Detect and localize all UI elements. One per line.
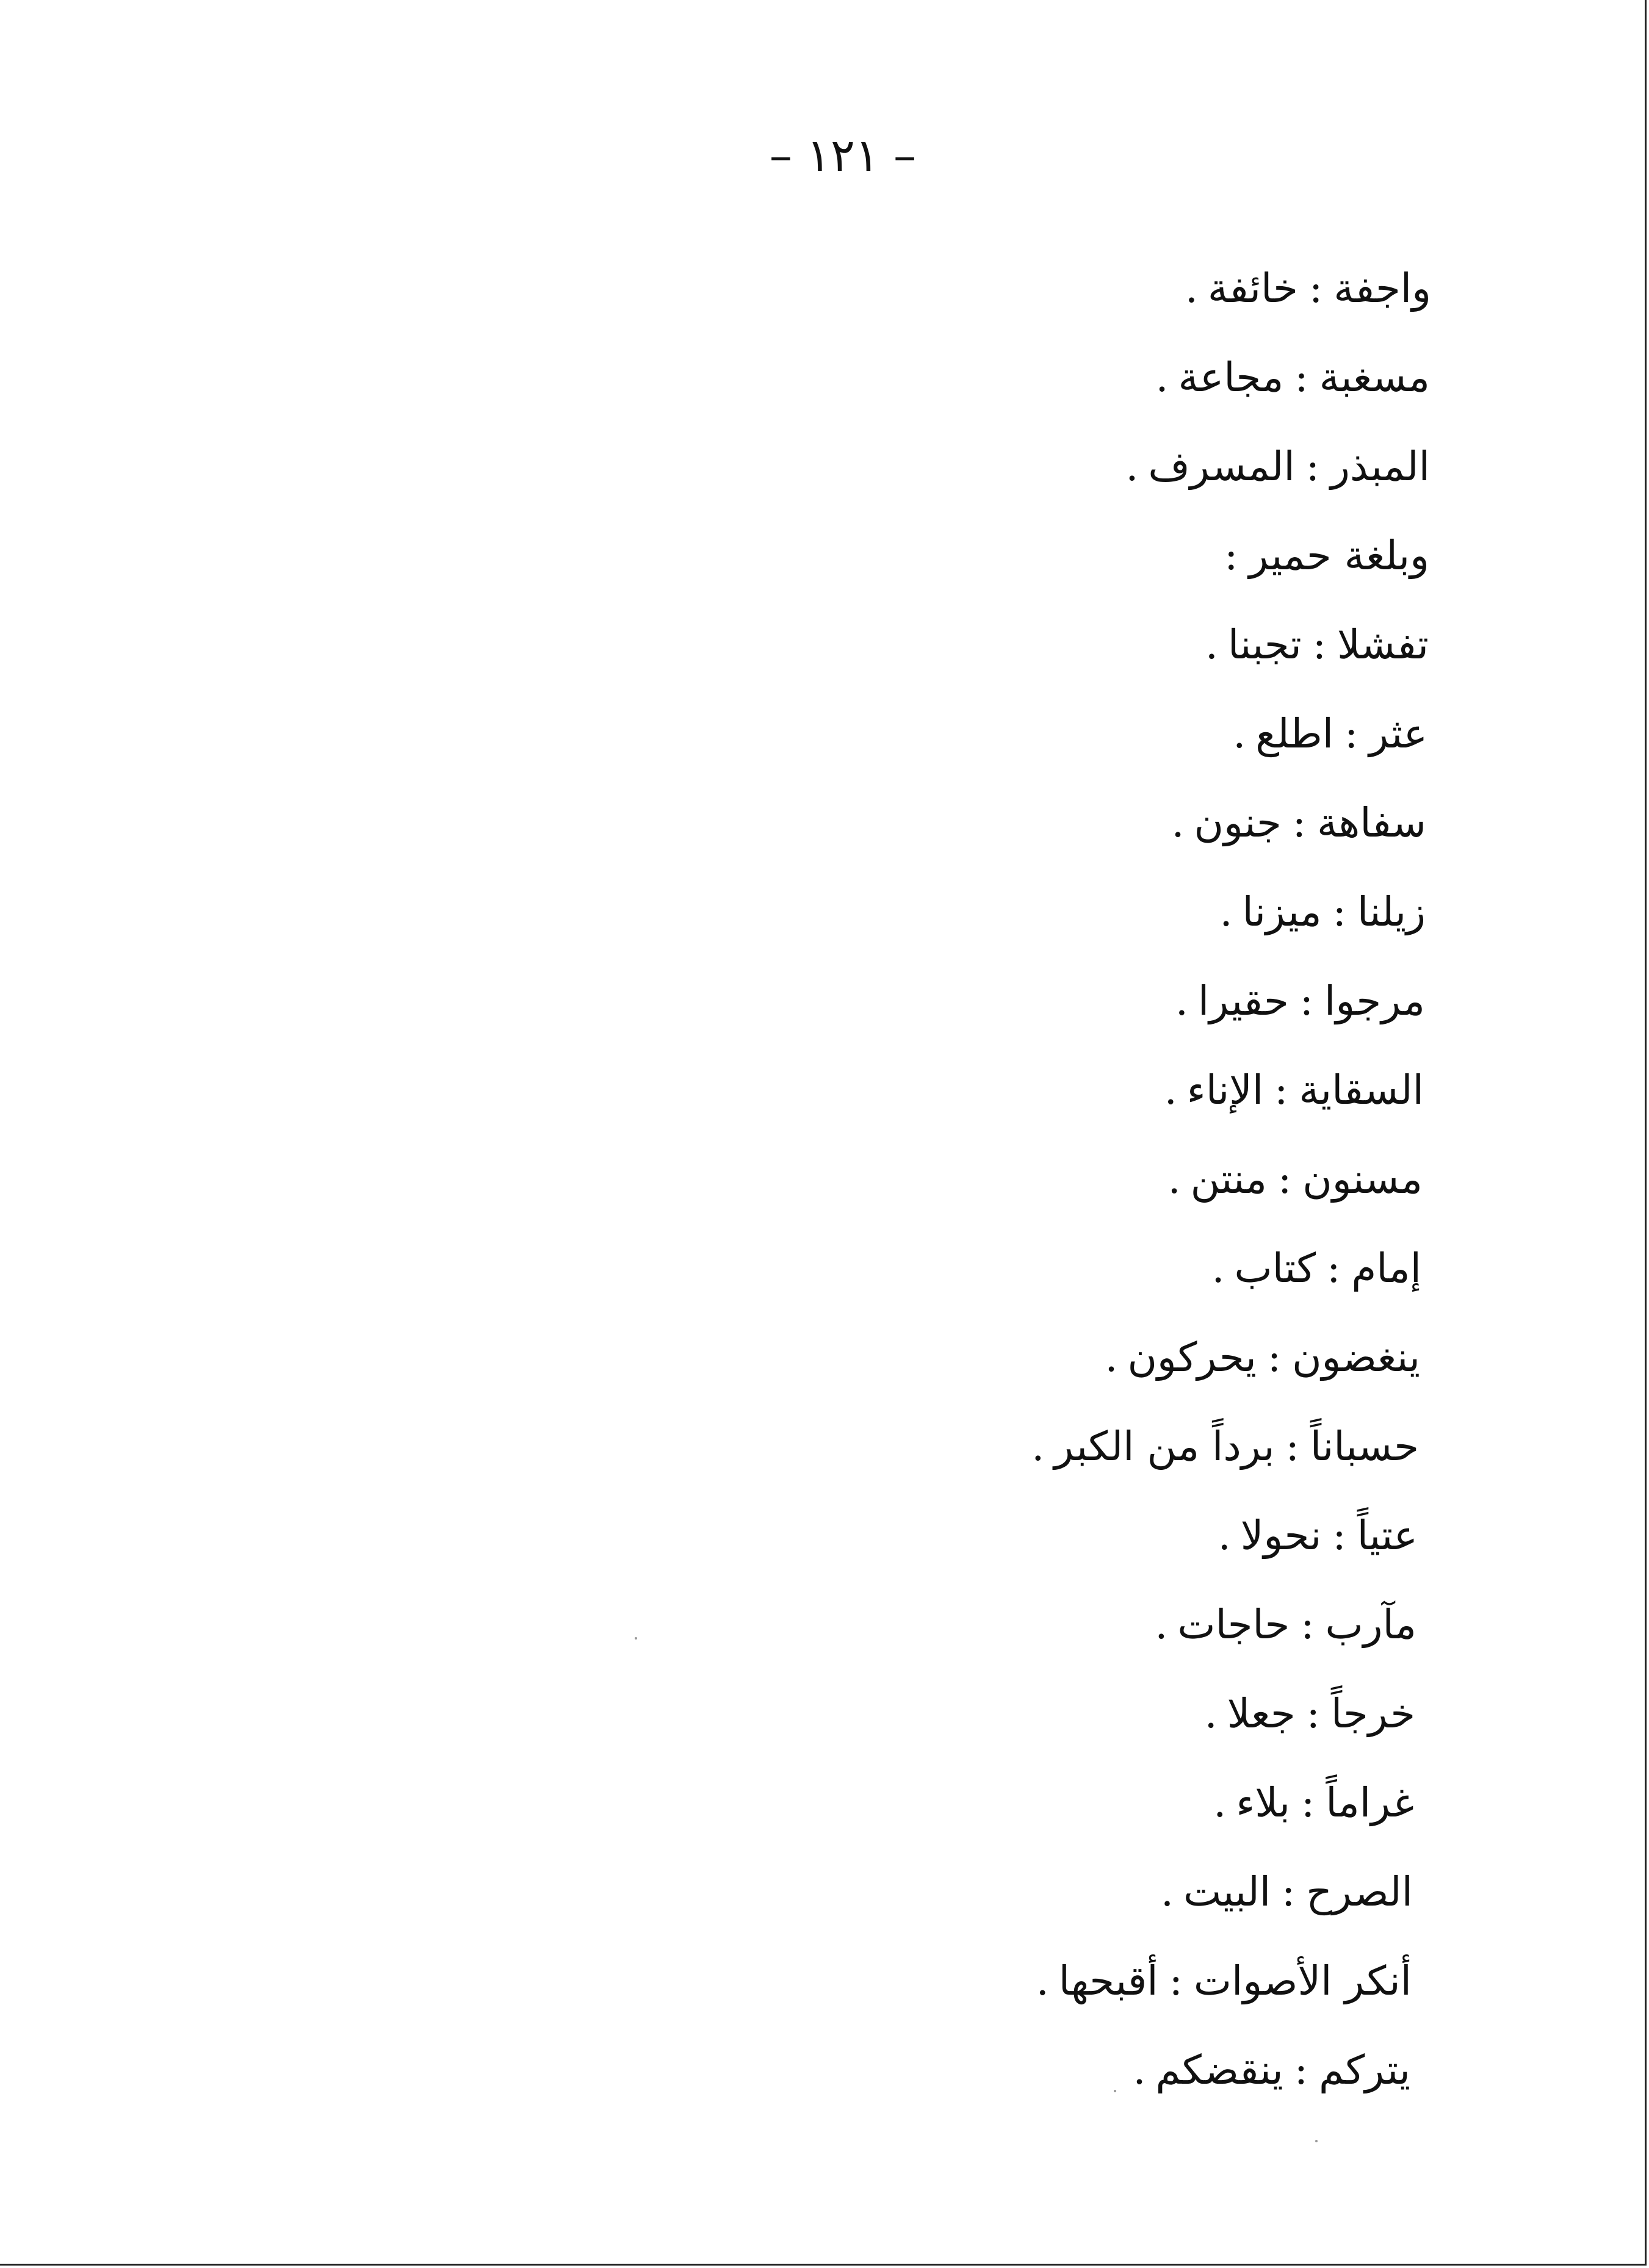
glossary-definition: خائفة [1207,265,1298,312]
glossary-term: مرجوا [1324,977,1425,1024]
glossary-entry [516,1413,1419,1502]
full-stop: . [1211,1245,1225,1292]
full-stop: . [1036,1957,1049,2004]
colon-separator: : [1169,1957,1183,2004]
glossary-definition: أقبحها [1058,1957,1158,2004]
glossary-term: السقاية [1299,1067,1424,1114]
glossary-entry [516,1502,1418,1591]
glossary-entry [516,1859,1413,1948]
full-stop: . [1205,621,1218,668]
glossary-definition: جعلا [1227,1690,1296,1737]
colon-separator: : [1301,1779,1315,1826]
full-stop: . [1155,354,1169,401]
full-stop: . [1175,977,1188,1024]
glossary-entry [516,1324,1420,1413]
glossary-entry [516,344,1430,433]
glossary-definition: يحركون [1127,1334,1257,1381]
colon-separator: : [1282,1868,1296,1915]
full-stop: . [1213,1779,1227,1826]
glossary-definition: كتاب [1234,1245,1316,1292]
glossary-definition: جنون [1194,799,1282,846]
full-stop [1203,532,1213,579]
glossary-entry [516,611,1429,700]
glossary-term: حسباناً [1310,1423,1419,1470]
glossary-entry [516,1591,1416,1680]
full-stop: . [1233,710,1246,757]
glossary-definition: تجبنا [1227,621,1302,668]
glossary-definition: بلاء [1236,1779,1291,1826]
colon-separator: : [1306,1690,1320,1737]
glossary-entry [516,522,1429,611]
colon-separator: : [1305,443,1319,490]
colon-separator: : [1285,1423,1299,1470]
glossary-term: واجفة [1333,265,1431,312]
glossary-definition: ميزنا [1242,888,1322,935]
scan-speck [1114,2090,1116,2092]
glossary-term: سفاهة [1317,799,1426,846]
full-stop: . [1185,265,1198,312]
colon-separator: : [1312,621,1326,668]
colon-separator: : [1267,1334,1282,1381]
glossary-entry [516,1057,1424,1146]
glossary-definition: حقيرا [1197,977,1289,1024]
glossary-term: مسنون [1302,1156,1423,1203]
colon-separator: : [1308,265,1323,312]
full-stop: . [1160,1868,1174,1915]
scan-speck [635,1637,637,1640]
colon-separator: : [1344,710,1359,757]
glossary-term: ينغضون [1292,1334,1420,1381]
glossary-entry [516,1146,1423,1235]
full-stop: . [1219,888,1233,935]
glossary-term: عتياً [1357,1512,1418,1559]
glossary-definition: منتن [1190,1156,1268,1203]
glossary-definition: حاجات [1177,1601,1290,1648]
glossary-entry [516,255,1431,344]
glossary-list [516,255,1431,2126]
full-stop: . [1204,1690,1218,1737]
glossary-definition: الإناء [1186,1067,1264,1114]
colon-separator: : [1292,799,1306,846]
glossary-entry [516,1235,1421,1324]
full-stop: . [1167,1156,1181,1203]
glossary-term: وبلغة حمير [1249,532,1429,579]
full-stop: . [1125,443,1139,490]
glossary-entry [516,433,1430,522]
glossary-definition: برداً من الكبر [1054,1423,1275,1470]
colon-separator: : [1274,1067,1288,1114]
page-number: – ١٢١ – [769,129,917,182]
glossary-entry [516,968,1425,1057]
glossary-term: عثر [1369,710,1427,757]
colon-separator: : [1278,1156,1292,1203]
glossary-definition: اطلع [1255,710,1334,757]
colon-separator: : [1294,2047,1308,2093]
glossary-entry [516,700,1427,790]
full-stop: . [1031,1423,1045,1470]
full-stop: . [1133,2047,1146,2093]
full-stop: . [1105,1334,1118,1381]
glossary-entry [516,1948,1412,2037]
glossary-definition: المسرف [1148,443,1295,490]
full-stop: . [1171,799,1185,846]
glossary-entry [516,879,1426,968]
glossary-definition: مجاعة [1178,354,1284,401]
glossary-definition: ينقضكم [1155,2047,1283,2093]
colon-separator: : [1224,532,1238,579]
glossary-term: مسغبة [1319,354,1430,401]
scan-speck [1315,2140,1318,2142]
glossary-entry [516,1680,1415,1769]
glossary-entry [516,790,1426,879]
glossary-term: غراماً [1326,1779,1414,1826]
glossary-term: المبذر [1330,443,1430,490]
glossary-definition: البيت [1183,1868,1271,1915]
colon-separator: : [1299,977,1313,1024]
glossary-entry [516,2037,1410,2126]
glossary-term: الصرح [1306,1868,1413,1915]
colon-separator: : [1332,888,1346,935]
glossary-term: يتركم [1318,2047,1410,2093]
full-stop: . [1164,1067,1177,1114]
colon-separator: : [1294,354,1308,401]
glossary-term: تفشلا [1337,621,1429,668]
full-stop: . [1218,1512,1231,1559]
glossary-term: إمام [1351,1245,1421,1292]
colon-separator: : [1301,1601,1315,1648]
colon-separator: : [1327,1245,1341,1292]
glossary-definition: نحولا [1240,1512,1322,1559]
glossary-term: خرجاً [1330,1690,1415,1737]
glossary-term: أنكر الأصوات [1193,1957,1412,2004]
glossary-term: زيلنا [1357,888,1426,935]
full-stop: . [1155,1601,1168,1648]
glossary-term: مآرب [1325,1601,1416,1648]
glossary-entry [516,1769,1414,1859]
colon-separator: : [1332,1512,1346,1559]
